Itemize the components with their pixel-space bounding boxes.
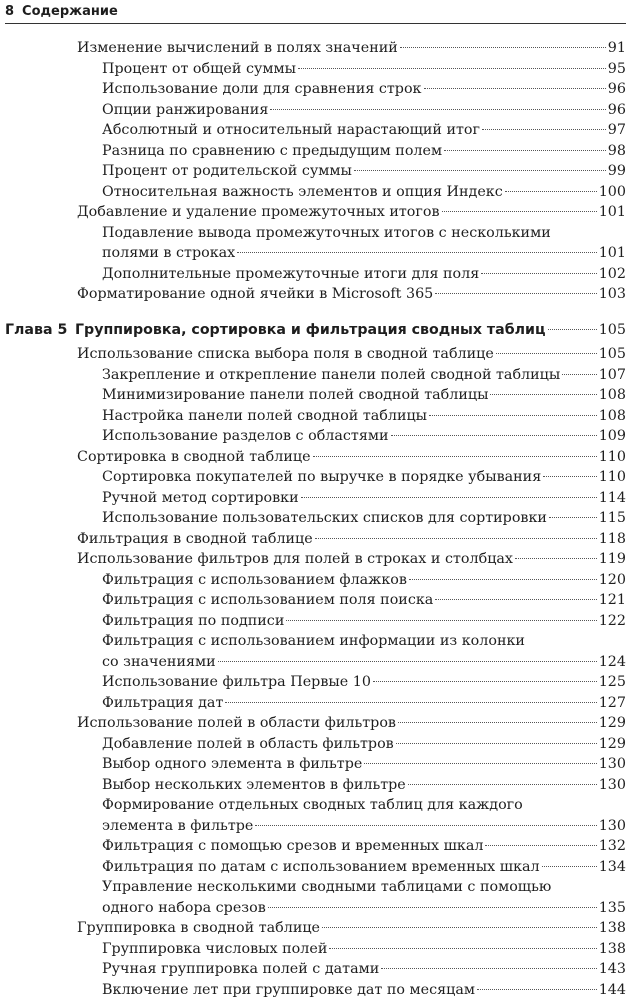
dot-leader: [398, 722, 597, 723]
toc-entry: [102, 672, 626, 693]
toc-entry: [102, 877, 626, 918]
toc-entry: [102, 857, 626, 878]
dot-leader: [477, 989, 597, 990]
toc-entry: [102, 100, 626, 121]
toc-entry-title: Фильтрация в сводной таблице: [77, 530, 313, 547]
toc-entry: [102, 980, 626, 1000]
toc-entry-page: 91: [607, 40, 626, 56]
toc-entry-page: 108: [598, 407, 626, 424]
toc-entry-title: Формирование отдельных сводных таблиц для каждого: [102, 797, 523, 813]
toc-entry: [102, 775, 626, 796]
toc-entry-title: Группировка в сводной таблице: [77, 920, 321, 936]
dot-leader: [381, 968, 596, 969]
toc-entry-page: 98: [607, 142, 626, 159]
toc-entry-title: Использование пользовательских списков для сортировки: [102, 510, 547, 526]
toc-entry-title: Использование фильтров для полей в строках и столбцах: [77, 551, 513, 567]
toc-entry-page: 134: [598, 858, 626, 875]
dot-leader: [237, 252, 596, 253]
toc-entry-page: 95: [607, 60, 626, 77]
dot-leader: [435, 293, 596, 294]
toc-entry: [77, 38, 626, 59]
toc-entry-title: Фильтрация по датам с использованием временных шкал: [102, 858, 540, 875]
dot-leader: [408, 784, 597, 785]
toc-entry: [102, 406, 626, 427]
dot-leader: [322, 927, 597, 928]
toc-entry: [102, 734, 626, 755]
toc-entry-title: Использование разделов с областями: [102, 428, 389, 444]
toc-entry-page: 130: [598, 756, 626, 772]
dot-leader: [549, 517, 597, 518]
toc-entry: [102, 836, 626, 857]
toc-entry-title-continued: полями в строках: [102, 245, 236, 261]
dot-leader: [313, 456, 597, 457]
toc-entry: [102, 120, 626, 141]
toc-entry-page: 114: [598, 489, 626, 506]
toc-entry: [102, 141, 626, 162]
dot-leader: [364, 763, 596, 764]
dot-leader: [396, 743, 597, 744]
dot-leader: [373, 681, 597, 682]
toc-entry-title: Добавление и удаление промежуточных итогов: [77, 204, 440, 220]
dot-leader: [542, 866, 597, 867]
toc-entry-page: 124: [598, 653, 626, 670]
dot-leader: [400, 47, 606, 48]
toc-entry: [102, 795, 626, 836]
dot-leader: [329, 948, 596, 949]
toc-entry-title-continued: элемента в фильтре: [102, 817, 254, 834]
toc-entry-page: 99: [607, 163, 626, 179]
dot-leader: [218, 661, 597, 662]
dot-leader: [485, 845, 596, 846]
dot-leader: [301, 497, 597, 498]
toc-entry: [77, 549, 626, 570]
page-number: 8: [5, 4, 15, 19]
toc-entry: [102, 182, 626, 203]
dot-leader: [562, 374, 596, 375]
toc-entry-page: 100: [598, 183, 626, 200]
toc-entry-title: Использование фильтра Первые 10: [102, 674, 371, 690]
chapter-page: 105: [598, 322, 626, 338]
toc-entry-title: Использование доли для сравнения строк: [102, 81, 422, 97]
toc-entry-page: 129: [598, 715, 626, 731]
toc-entry-title: Разница по сравнению с предыдущим полем: [102, 142, 443, 159]
dot-leader: [496, 353, 597, 354]
toc-entry: [77, 447, 626, 468]
toc-entry-title: Опции ранжирования: [102, 101, 269, 118]
running-title: Содержание: [22, 4, 118, 19]
toc-entry: [102, 754, 626, 775]
toc-entry-page: 132: [598, 838, 626, 854]
toc-entry-page: 115: [598, 510, 626, 526]
toc-entry-title: Сортировка покупателей по выручке в порядке убывания: [102, 469, 542, 485]
toc-entry: [77, 529, 626, 550]
toc-entry-page: 103: [598, 286, 626, 302]
toc-entry-title: Дополнительные промежуточные итоги для поля: [102, 265, 480, 282]
dot-leader: [435, 599, 596, 600]
toc-entry-page: 97: [607, 122, 626, 138]
dot-leader: [268, 907, 597, 908]
toc-entry-title: Сортировка в сводной таблице: [77, 448, 311, 465]
toc-entry: [102, 365, 626, 386]
toc-entry-title: Выбор одного элемента в фильтре: [102, 756, 363, 772]
toc-entry-title: Использование списка выбора поля в сводной таблице: [77, 346, 494, 362]
toc-entry: [102, 631, 626, 672]
toc-entry: [102, 79, 626, 100]
toc-entry: [77, 284, 626, 305]
toc-entry-title: Включение лет при группировке дат по месяцам: [102, 981, 475, 998]
toc-entry-page: 143: [598, 961, 626, 977]
toc-entry-title: Фильтрация по подписи: [102, 612, 285, 629]
dot-leader: [424, 88, 606, 89]
toc-entry-page: 110: [598, 469, 626, 485]
toc-entry: [77, 918, 626, 939]
toc-entry-title: Добавление полей в область фильтров: [102, 735, 394, 752]
toc-entry-title: Изменение вычислений в полях значений: [77, 40, 398, 56]
toc-entry: [77, 344, 626, 365]
toc-entry-title: Абсолютный и относительный нарастающий итог: [102, 122, 480, 138]
toc-entry: [102, 611, 626, 632]
toc-entry-title: Управление несколькими сводными таблицами с помощью: [102, 879, 552, 895]
dot-leader: [298, 68, 606, 69]
dot-leader: [391, 435, 597, 436]
toc-entry-title-continued: со значениями: [102, 653, 216, 670]
toc-entry: [102, 467, 626, 488]
toc-entry-page: 96: [607, 81, 626, 97]
toc-entry-page: 101: [598, 245, 626, 261]
dot-leader: [354, 170, 606, 171]
toc-entry: [102, 693, 626, 714]
toc-entry-title: Минимизирование панели полей сводной таблицы: [102, 387, 489, 403]
toc-entry-page: 120: [598, 571, 626, 588]
toc-entry-page: 105: [598, 346, 626, 362]
dot-leader: [444, 150, 606, 151]
toc-entry-title: Фильтрация с использованием поля поиска: [102, 592, 434, 608]
toc-entry-page: 138: [598, 920, 626, 936]
chapter-label: Глава 5: [5, 322, 68, 338]
toc-entry-title: Ручной метод сортировки: [102, 489, 299, 506]
toc-entry-page: 122: [598, 612, 626, 629]
toc-entry-title: Выбор нескольких элементов в фильтре: [102, 776, 406, 793]
toc-entry-title: Фильтрация с использованием информации из колонки: [102, 633, 525, 649]
toc-entry-page: 130: [598, 817, 626, 834]
toc-entry-page: 144: [598, 981, 626, 998]
toc-entry-page: 109: [598, 428, 626, 444]
toc-entry-page: 118: [598, 530, 626, 547]
toc-entry: [102, 590, 626, 611]
toc-entry: [77, 202, 626, 223]
dot-leader: [505, 191, 597, 192]
toc-entry-title: Закрепление и открепление панели полей сводной таблицы: [102, 366, 561, 383]
toc-entry-title: Фильтрация дат: [102, 694, 224, 711]
toc-entry: [102, 570, 626, 591]
toc-entry-title: Относительная важность элементов и опция Индекс: [102, 183, 503, 200]
dot-leader: [315, 538, 597, 539]
toc-entry: [77, 713, 626, 734]
dot-leader: [490, 394, 596, 395]
toc-entry-page: 129: [598, 735, 626, 752]
toc-entry-title: Настройка панели полей сводной таблицы: [102, 407, 428, 424]
toc-entry: [102, 959, 626, 980]
toc-entry-title: Фильтрация с использованием флажков: [102, 571, 407, 588]
toc-entry-title-continued: одного набора срезов: [102, 899, 266, 916]
toc-entry: [102, 223, 626, 264]
toc-entry-page: 107: [598, 366, 626, 383]
toc-entry-title: Фильтрация с помощью срезов и временных шкал: [102, 838, 484, 854]
dot-leader: [225, 702, 596, 703]
dot-leader: [543, 476, 596, 477]
toc-entry-title: Использование полей в области фильтров: [77, 715, 396, 731]
toc-entry: [102, 508, 626, 529]
toc-entry-page: 135: [598, 899, 626, 916]
dot-leader: [515, 558, 597, 559]
toc-entry-title: Подавление вывода промежуточных итогов с несколькими: [102, 224, 551, 241]
toc-entry-page: 101: [598, 204, 626, 220]
toc-entry-page: 121: [598, 592, 626, 608]
toc-entry-page: 138: [598, 940, 626, 957]
toc-entry-title: Процент от общей суммы: [102, 60, 297, 77]
toc-entry-title: Ручная группировка полей с датами: [102, 961, 380, 977]
dot-leader: [482, 129, 606, 130]
toc-entry-page: 130: [598, 776, 626, 793]
toc-entry-page: 108: [598, 387, 626, 403]
dot-leader: [481, 273, 596, 274]
toc-entry-title: Форматирование одной ячейки в Microsoft 365: [77, 286, 434, 302]
chapter-title: Группировка, сортировка и фильтрация сводных таблиц: [75, 322, 546, 338]
toc-entry-title: Процент от родительской суммы: [102, 163, 352, 179]
toc-entry-page: 125: [598, 674, 626, 690]
dot-leader: [255, 825, 596, 826]
dot-leader: [442, 211, 597, 212]
toc-entry-page: 102: [598, 265, 626, 282]
toc-entry-page: 110: [598, 448, 626, 465]
toc-entry: [102, 426, 626, 447]
toc-entry-title: Группировка числовых полей: [102, 940, 328, 957]
toc-entry: [102, 59, 626, 80]
toc-entry: [102, 161, 626, 182]
dot-leader: [409, 579, 597, 580]
toc-entry: [102, 939, 626, 960]
dot-leader: [286, 620, 596, 621]
toc-entry-page: 119: [598, 551, 626, 567]
toc-entry: [102, 385, 626, 406]
toc-entry-page: 96: [607, 101, 626, 118]
dot-leader: [429, 415, 597, 416]
toc-entry-page: 127: [598, 694, 626, 711]
dot-leader: [270, 109, 605, 110]
toc-entry: [102, 488, 626, 509]
toc-entry: [102, 264, 626, 285]
